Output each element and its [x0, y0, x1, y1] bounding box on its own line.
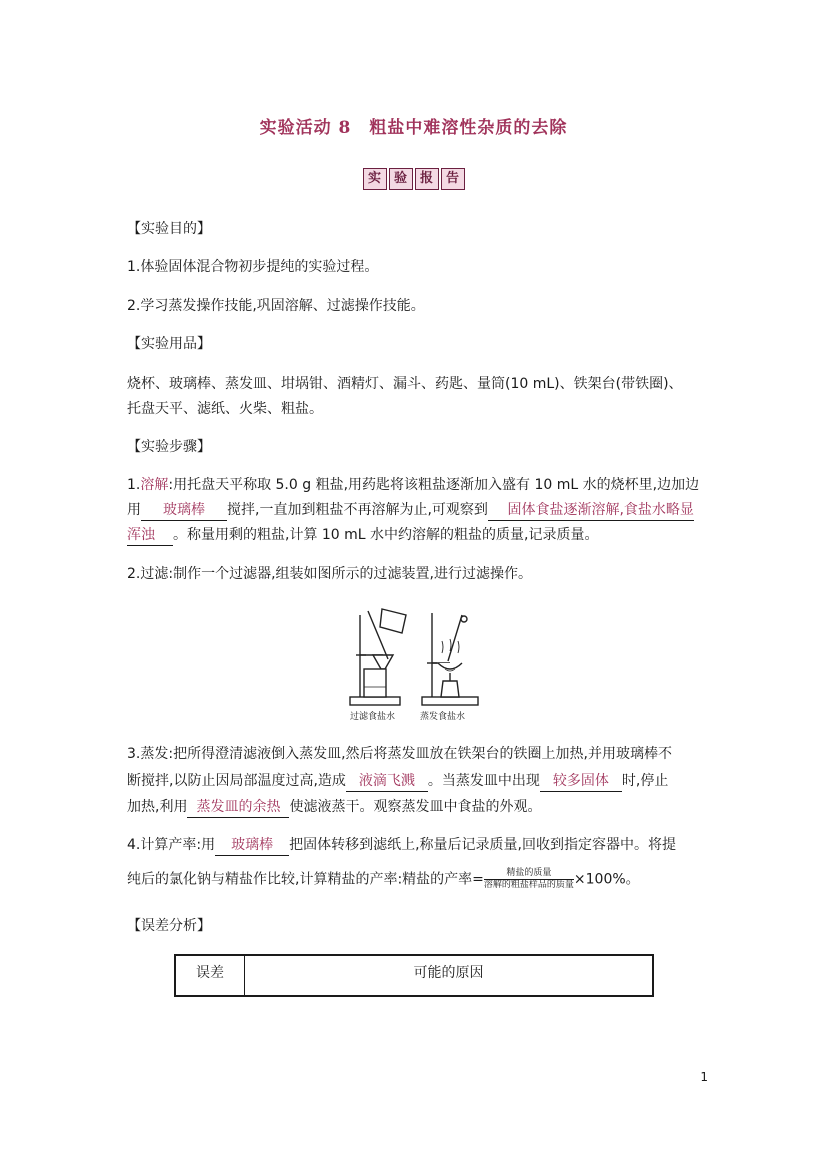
- step1-line2: [127, 500, 694, 521]
- figure-label-filtration: 过滤食盐水: [350, 712, 396, 722]
- purpose-item: 2.学习蒸发操作技能,巩固溶解、过滤操作技能。: [127, 298, 425, 314]
- supplies-line: 托盘天平、滤纸、火柴、粗盐。: [127, 401, 323, 417]
- step-text: 断搅拌,以防止因局部温度过高,造成: [127, 773, 346, 789]
- step-text: 用: [127, 502, 141, 518]
- step-text: 。称量用剩的粗盐,计算 10 mL 水中约溶解的粗盐的质量,记录质量。: [173, 527, 599, 543]
- yield-formula-fraction: [484, 868, 574, 891]
- purpose-item: 1.体验固体混合物初步提纯的实验过程。: [127, 259, 379, 275]
- step-text: :用托盘天平称取 5.0 g 粗盐,用药匙将该粗盐逐渐加入盛有 10 mL 水的烧杯里,边加边: [168, 477, 700, 493]
- step1-line1: [127, 475, 699, 495]
- answer-blank: 固体食盐逐渐溶解,食盐水略显: [488, 500, 694, 521]
- step-text: 使滤液蒸干。观察蒸发皿中食盐的外观。: [289, 799, 542, 815]
- section-heading-supplies: 【实验用品】: [127, 336, 211, 352]
- report-char: 验: [389, 168, 413, 190]
- answer-blank: 液滴飞溅: [346, 771, 428, 792]
- step4-line1: [127, 835, 676, 856]
- report-char: 告: [441, 168, 465, 190]
- step-text: 4.计算产率:用: [127, 837, 216, 853]
- page-title: 实验活动 8 粗盐中难溶性杂质的去除: [259, 118, 568, 138]
- answer-blank: 玻璃棒: [215, 835, 289, 856]
- step-text: 纯后的氯化钠与精盐作比较,计算精盐的产率:精盐的产率=: [127, 871, 484, 888]
- step2-text: 2.过滤:制作一个过滤器,组装如图所示的过滤装置,进行过滤操作。: [127, 566, 532, 582]
- page-number: 1: [700, 1070, 708, 1084]
- step1-line3: [127, 525, 599, 546]
- section-heading-error: 【误差分析】: [127, 918, 211, 934]
- step-number: 1.: [127, 477, 141, 493]
- apparatus-figure: [338, 603, 488, 725]
- step-text: 时,停止: [621, 773, 669, 789]
- table-header-error: 误差: [175, 955, 245, 996]
- report-char: 报: [415, 168, 439, 190]
- report-char: 实: [363, 168, 387, 190]
- step-text: 搅拌,一直加到粗盐不再溶解为止,可观察到: [227, 502, 488, 518]
- supplies-line: 烧杯、玻璃棒、蒸发皿、坩埚钳、酒精灯、漏斗、药匙、量筒(10 mL)、铁架台(带铁圈)、: [127, 376, 683, 392]
- answer-blank: 浑浊: [127, 525, 173, 546]
- answer-blank: 玻璃棒: [141, 500, 227, 521]
- answer-blank: 蒸发皿的余热: [187, 797, 289, 818]
- step3-line1: 3.蒸发:把所得澄清滤液倒入蒸发皿,然后将蒸发皿放在铁架台的铁圈上加热,并用玻璃棒不: [127, 746, 672, 762]
- figure-label-evaporation: 蒸发食盐水: [420, 712, 466, 722]
- answer-blank: 较多固体: [540, 771, 622, 792]
- step-text: 把固体转移到滤纸上,称量后记录质量,回收到指定容器中。将提: [289, 837, 676, 853]
- step3-line3: [127, 797, 541, 818]
- step-text: ×100%。: [573, 871, 640, 888]
- section-heading-purpose: 【实验目的】: [127, 221, 211, 237]
- step-keyword: 溶解: [140, 477, 169, 493]
- report-badge: [0, 168, 827, 190]
- error-analysis-table: [174, 954, 654, 997]
- step-text: 。当蒸发皿中出现: [427, 773, 540, 789]
- step-text: 加热,利用: [127, 799, 188, 815]
- table-header-reason: 可能的原因: [245, 955, 654, 996]
- step4-line2: [127, 868, 640, 891]
- section-heading-steps: 【实验步骤】: [127, 439, 211, 455]
- fraction-denominator: 溶解的粗盐样品的质量: [483, 880, 574, 890]
- table-row: [175, 955, 653, 996]
- fraction-numerator: 精盐的质量: [484, 868, 574, 880]
- step3-line2: [127, 771, 668, 792]
